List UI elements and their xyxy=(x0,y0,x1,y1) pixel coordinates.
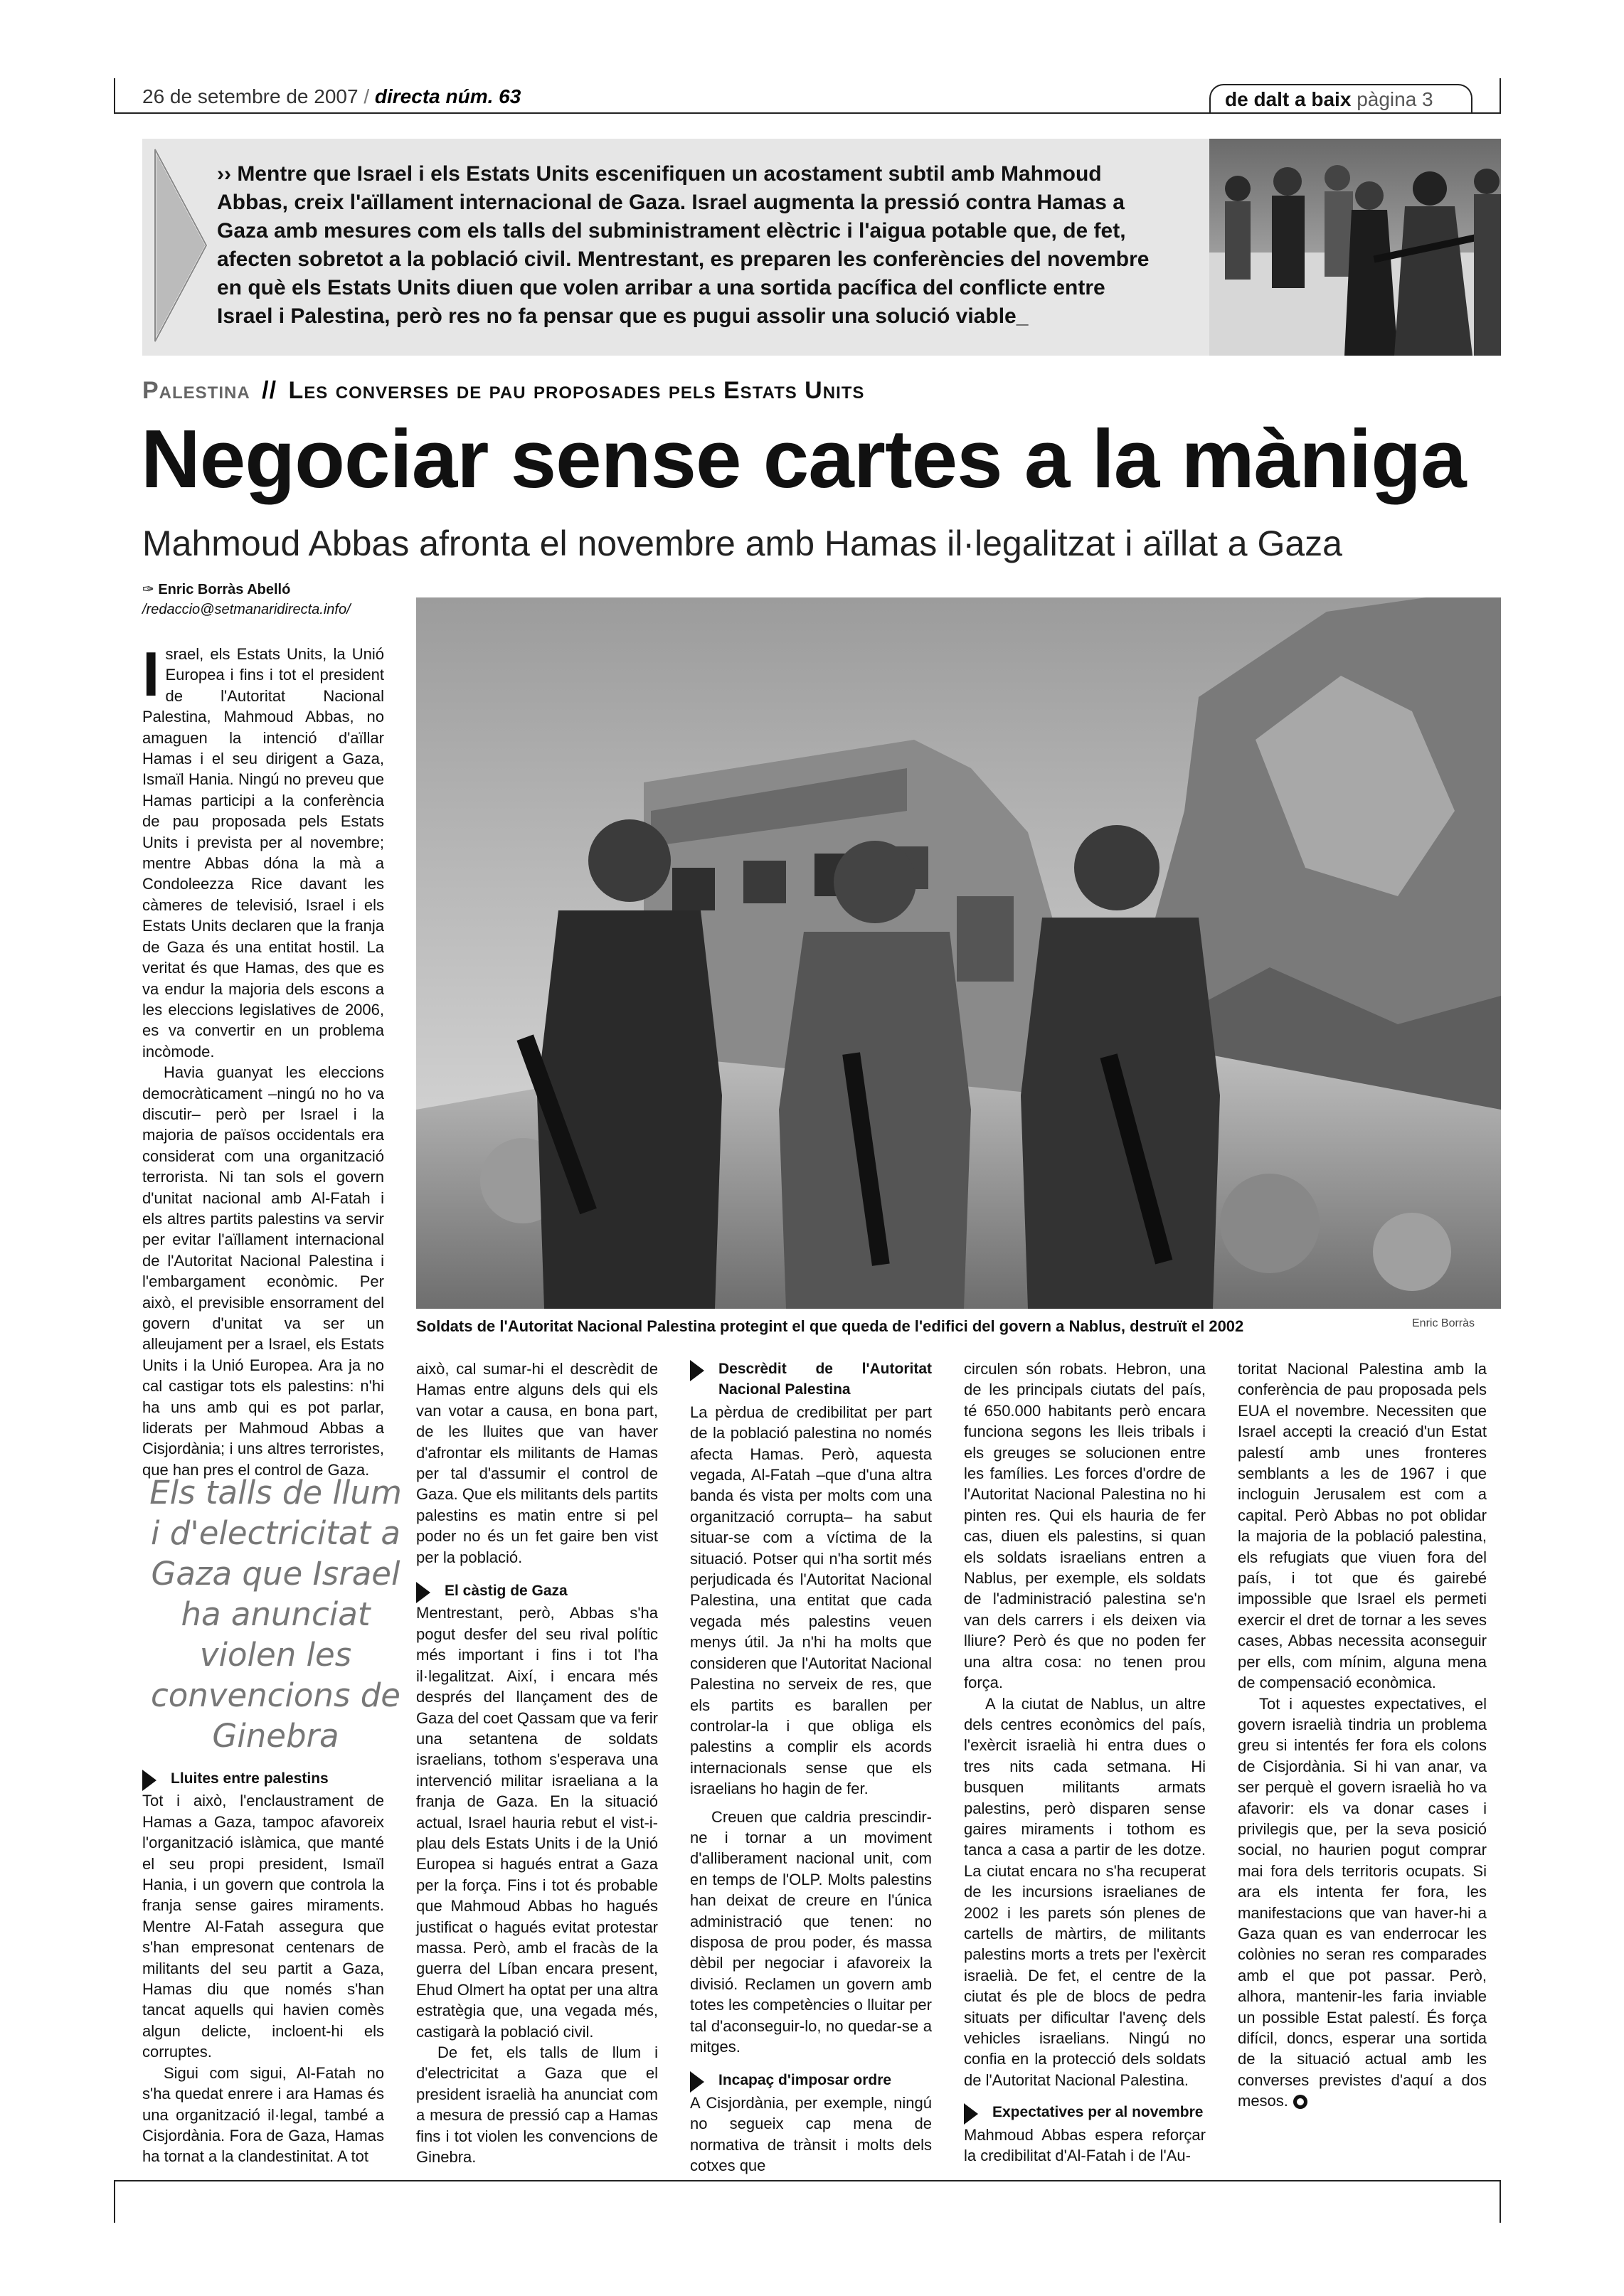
arrow-right-icon xyxy=(148,146,212,345)
column-2 xyxy=(416,1359,658,2167)
crop-mark xyxy=(1500,78,1501,114)
kicker-separator: // xyxy=(262,377,277,404)
column-1-top xyxy=(142,639,384,1480)
col2-para-2: Mentrestant, però, Abbas s'ha pogut desfer del seu rival polític més important i fins i tot l'ha il·legalitzat. Així, i encara més després del llançament des de Gaza del coet Qassam que va ferir una setantena de soldats israelians, tothom s'esperava una intervenció militar israeliana a la franja de Gaza. En la situació actual, Israel hauria rebut el vist-i-plau dels Estats Units i de la Unió Europea si hagués entrat a Gaza per la força. Fins i tot és probable que Mahmoud Abbas ho hagués justificat o hagués evitat protestar massa. Però, amb el fracàs de la guerra del Líban encara present, Ehud Olmert ha optat per una altra estratègia que, una vegada més, castigarà la població civil. xyxy=(416,1604,658,2041)
byline xyxy=(142,580,351,620)
subhead-castig xyxy=(416,1580,658,1601)
author-email: /redaccio@setmanaridirecta.info/ xyxy=(142,602,351,617)
column-1-bottom xyxy=(142,1764,384,2167)
triangle-marker-icon xyxy=(142,1770,156,1791)
col4-para-3: Mahmoud Abbas espera reforçar la credibilitat d'Al-Fatah i de l'Au- xyxy=(964,2125,1206,2165)
footer-rule xyxy=(114,2180,1501,2181)
col2-para-1: això, cal sumar-hi el descrèdit de Hamas entre alguns dels qui els van votar a causa, en bona part, de les lluites que van haver d'afrontar els militants de Hamas per tal d'assumir el control de Gaza. Que els militants dels partits palestins es matin entre si pel poder no és un fet gaire ben vist per la població. xyxy=(416,1360,658,1566)
directa-end-icon xyxy=(1293,2094,1308,2110)
column-5 xyxy=(1238,1359,1487,2112)
triangle-marker-icon xyxy=(690,1360,704,1381)
col1-para-2: Havia guanyat les eleccions democràticament –ningú no ho va discutir– però per Israel i la majoria de països occidentals era considerat com una organització terrorista. Ni tan sols el govern d'unitat nacional amb Al-Fatah i els altres partits palestins va servir per evitar l'aïllament internacional de l'Autoritat Nacional Palestina i l'embargament econòmic. Per això, el previsible ensorrament del govern d'unitat va ser un alleujament per a Israel, els Estats Units i la Unió Europea. Ara ja no cal castigar tots els palestins: n'hi ha uns amb qui es pot parlar, liderats per Mahmoud Abbas a Cisjordània; i uns altres terroristes, que han pres el control de Gaza. xyxy=(142,1063,384,1479)
col2-para-3: De fet, els talls de llum i d'electricitat a Gaza que el president israelià ha anunciat com a mesura de pressió cap a Hamas fins i tot violen les convencions de Ginebra. xyxy=(416,2043,658,2167)
col3-para-3: A Cisjordània, per exemple, ningú no segueix cap mena de normativa de trànsit i molts dels cotxes que xyxy=(690,2093,932,2175)
subhead-text: El càstig de Gaza xyxy=(445,1583,568,1600)
photo-credit: Enric Borràs xyxy=(1412,1317,1475,1329)
crop-mark xyxy=(1500,2180,1501,2223)
crop-mark xyxy=(114,2180,115,2223)
col1-para-1: srael, els Estats Units, la Unió Europea i fins i tot el president de l'Autoritat Nacional Palestina, Mahmoud Abbas, no amaguen la intenció d'aïllar Hamas i el seu dirigent a Gaza, Ismaïl Hania. Ningú no preveu que Hamas participi a la conferència de pau proposada pels Estats Units i prevista per al novembre; mentre Abbas dóna la mà a Condoleezza Rice davant les càmeres de televisió, Israel i els Estats Units declaren que la franja de Gaza és una entitat hostil. La veritat és que Hamas, des que es va endur la majoria dels escons a les eleccions legislatives de 2006, es va convertir en un problema incòmode. xyxy=(142,645,384,1061)
subhead-text: Lluites entre palestins xyxy=(171,1770,329,1787)
subhead-text: Incapaç d'imposar ordre xyxy=(718,2072,892,2089)
col1-para-3: Tot i això, l'enclaustrament de Hamas a Gaza, tampoc afavoreix l'organització islàmica, que manté el seu propi president, Ismaïl Hania, i un govern que controla la franja sense gaires miraments. Mentre Al-Fatah assegura que s'han empresonat centenars de militants del seu partit a Gaza, Hamas diu que només s'han tancat aquells qui havien comès algun delicte, incloent-hi els corruptes. xyxy=(142,1792,384,2061)
subhead-text: Expectatives per al novembre xyxy=(992,2104,1204,2121)
col1-para-4: Sigui com sigui, Al-Fatah no s'ha quedat enrere i ara Hamas és una organització il·legal, també a Cisjordània. Fora de Gaza, Hamas ha tornat a la clandestinitat. A tot xyxy=(142,2063,384,2166)
triangle-marker-icon xyxy=(416,1582,430,1603)
column-4 xyxy=(964,1359,1206,2166)
page-tab xyxy=(1209,84,1472,112)
col5-para-2 xyxy=(1238,1694,1487,2112)
drop-cap: I xyxy=(142,639,160,709)
main-photo xyxy=(416,597,1501,1309)
issue-date: 26 de setembre de 2007 xyxy=(142,85,359,107)
triangle-marker-icon xyxy=(964,2103,978,2125)
intro-text: ›› Mentre que Israel i els Estats Units escenifiquen un acostament subtil amb Mahmoud Abbas, creix l'aïllament internacional de Gaza. Israel augmenta la pressió contra Hamas a Gaza amb mesures com els talls del subministrament elèctric i l'aigua potable que, de fet, afecten sobretot a la població civil. Mentrestant, es preparen les conferències del novembre en què els Estats Units diuen que volen arribar a una sortida pacífica del conflicte entre Israel i Palestina, però res no fa pensar que es pugui assolir una solució viable_ xyxy=(217,162,1150,328)
subhead-lluites xyxy=(142,1768,384,1789)
pen-icon: ✑ xyxy=(142,582,154,597)
subhead-expectatives xyxy=(964,2102,1206,2122)
kicker-section: Palestina xyxy=(142,377,250,404)
headline: Negociar sense cartes a la màniga xyxy=(141,413,1466,505)
author-name: Enric Borràs Abelló xyxy=(158,582,291,597)
photo-caption: Soldats de l'Autoritat Nacional Palestina protegint el que queda de l'edifici del govern a Nablus, destruït el 2002 xyxy=(416,1317,1244,1335)
crop-mark xyxy=(114,78,115,114)
column-3 xyxy=(690,1359,932,2176)
col4-para-1: circulen són robats. Hebron, una de les principals ciutats del país, té 650.000 habitants però encara funciona segons les lleis tribals i els greuges se solucionen entre les famílies. Les forces d'ordre de l'Autoritat Nacional Palestina no hi pinten res. Qui els hauria de fer cas, diuen els palestins, si quan els soldats israelians entren a Nablus, per exemple, els soldats de l'administració palestina se'n van dels carrers i els deixen via lliure? Però és que no poden fer una altra cosa: no tenen prou força. xyxy=(964,1360,1206,1692)
intro-photo xyxy=(1209,139,1501,356)
issue-separator: / xyxy=(363,85,370,107)
col4-para-2: A la ciutat de Nablus, un altre dels centres econòmics del país, l'exèrcit israelià hi entra dues o tres nits cada setmana. Hi busquen militants armats palestins, però disparen sense gaires miraments i tothom es tanca a casa a partir de les dotze. La ciutat encara no s'ha recuperat de les incursions israelianes de 2002 i les parets són plenes de cartells de màrtirs, de militants palestins morts a trets per l'exèrcit israelià. De fet, el centre de la ciutat és ple de blocs de pedra situats per dificultar l'avenç dels vehicles israelians. Ningú no confia en la protecció dels soldats de l'Autoritat Nacional Palestina. xyxy=(964,1694,1206,2089)
kicker xyxy=(142,377,864,405)
col3-para-2: Creuen que caldria prescindir-ne i tornar a un moviment d'alliberament nacional unit, com en temps de l'OLP. Molts palestins han deixat de creure en l'única administració que tenen: no disposa de prou poder, és massa dèbil per negociar i afavoreix la divisió. Reclamen un govern amb totes les competències o lluitar per tal d'aconseguir-lo, no quedar-se a mitges. xyxy=(690,1807,932,2056)
subhead-incapac xyxy=(690,2070,932,2090)
kicker-topic: Les converses de pau proposades pels Estats Units xyxy=(288,377,865,404)
pull-quote: Els talls de llum i d'electricitat a Gaza que Israel ha anunciat violen les convencions de Ginebra xyxy=(149,1474,402,1755)
subhead-text: Descrèdit de l'Autoritat Nacional Palestina xyxy=(718,1361,932,1398)
publication-name: directa núm. 63 xyxy=(374,85,521,107)
subhead-descredit xyxy=(690,1359,932,1401)
section-name: de dalt a baix xyxy=(1225,88,1352,110)
triangle-marker-icon xyxy=(690,2071,704,2093)
col5-para-2-text: Tot i aquestes expectatives, el govern israelià tindria un problema greu si intentés fer fora els colons de Cisjordània. Si hi van anar, va ser perquè el govern israelià ho va afavorir: els va donar cases i privilegis que, per la seva posició social, no haurien pogut comprar mai fora dels territoris ocupats. Si ara els intenta fer fora, les manifestacions que van haver-hi a Gaza quan es van enderrocar les colònies no seran res comparades amb el que pot passar. Però, alhora, mantenir-les faria inviable un possible Estat palestí. És força difícil, doncs, esperar una sortida de la situació actual amb les converses previstes d'aquí a dos mesos. xyxy=(1238,1694,1487,2110)
page-number: pàgina 3 xyxy=(1357,88,1433,110)
col3-para-1: La pèrdua de credibilitat per part de la població palestina no només afecta Hamas. Però, aquesta vegada, Al-Fatah –que d'una altra banda és vista per molts com una organització corrupta– ha sabut situar-se com a víctima de la situació. Potser qui n'ha sortit més perjudicada és l'Autoritat Nacional Palestina, una entitat que cada vegada més palestins veuen menys útil. Ja n'hi ha molts que consideren que l'Autoritat Nacional Palestina no serveix de res, que els partits es barallen per controlar-la i que obliga els palestins a complir els acords internacionals sense que els israelians ho hagin de fer. xyxy=(690,1403,932,1798)
issue-line xyxy=(142,85,521,108)
col5-para-1: toritat Nacional Palestina amb la conferència de pau proposada pels EUA el novembre. Necessiten que Israel accepti la creació d'un Estat palestí amb unes fronteres semblants a les de 1967 i que incloguin Jerusalem est com a capital. Però Abbas no pot oblidar la majoria de la població palestina, els refugiats que viuen fora del país, i tot que és gairebé impossible que Israel els permeti exercir el dret de tornar a les seves cases, Abbas necessita aconseguir per ells, com mínim, alguna mena de compensació econòmica. xyxy=(1238,1360,1487,1692)
subheadline: Mahmoud Abbas afronta el novembre amb Hamas il·legalitzat i aïllat a Gaza xyxy=(142,523,1342,563)
